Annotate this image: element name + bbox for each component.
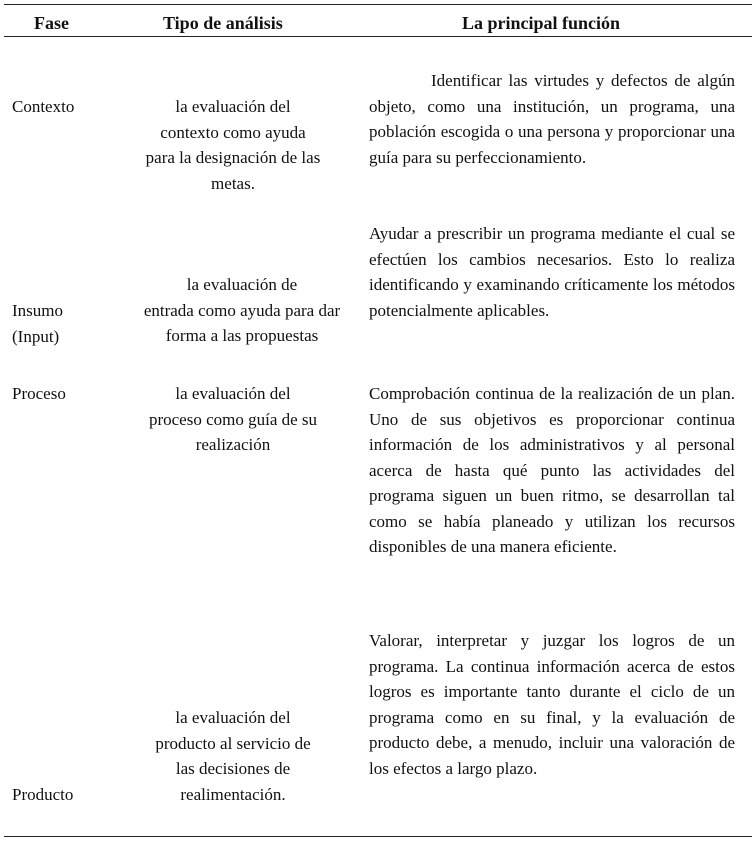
- header-analysis-type: Tipo de análisis: [163, 13, 283, 33]
- analysis-type-contexto: la evaluación del contexto como ayuda para la designación de las metas.: [145, 97, 321, 193]
- table-top-rule: [4, 4, 752, 5]
- function-producto: Valorar, interpretar y juzgar los logros de un programa. La continua información acerca de estos logros es importante tanto durante el ciclo de un programa como en su final, y la evaluación de producto debe, a menudo, incluir una valoración de los efectos a largo plazo.: [369, 631, 735, 778]
- table-bottom-rule: [4, 836, 752, 837]
- phase-producto: Producto: [12, 785, 74, 804]
- function-proceso: Comprobación continua de la realización de un plan. Uno de sus objetivos es proporcionar continua información de los administrativos y al personal acerca de hasta qué punto las actividades del programa siguen un buen ritmo, se desarrollan tal como se había planeado y utilizan los recursos disponibles de una manera eficiente.: [369, 384, 735, 556]
- function-contexto: [369, 68, 735, 170]
- header-phase: Fase: [34, 13, 69, 33]
- function-contexto-text: Identificar las virtudes y defectos de algún objeto, como una institución, un programa, una población escogida o una persona y proporcionar una guía para su perfeccionamiento.: [369, 71, 735, 167]
- header-main-function: La principal función: [462, 13, 621, 33]
- function-insumo: Ayudar a prescribir un programa mediante el cual se efectúen los cambios necesarios. Esto lo realiza identificando y examinando críticamente los métodos potencialmente aplicables.: [369, 224, 735, 320]
- phase-contexto: Contexto: [12, 97, 75, 116]
- analysis-type-proceso: la evaluación del proceso como guía de su realización: [148, 384, 318, 454]
- analysis-type-producto: la evaluación del producto al servicio de las decisiones de realimentación.: [155, 708, 311, 804]
- analysis-type-insumo: la evaluación de entrada como ayuda para dar forma a las propuestas: [143, 275, 341, 345]
- table-header-rule: [4, 36, 752, 37]
- phase-insumo: Insumo (Input): [12, 301, 63, 346]
- phase-proceso: Proceso: [12, 384, 66, 403]
